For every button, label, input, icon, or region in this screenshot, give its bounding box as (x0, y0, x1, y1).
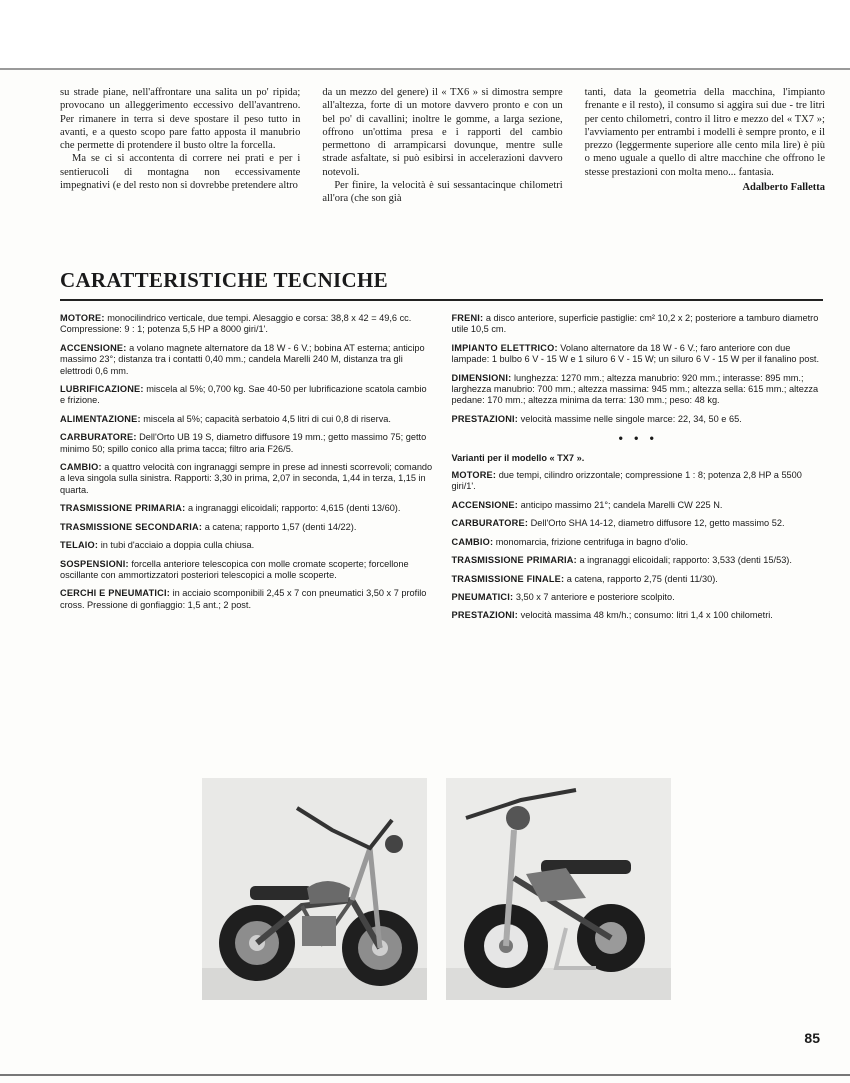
spec-text: a catena; rapporto 1,57 (denti 14/22). (204, 521, 357, 532)
spec-entry (60, 384, 434, 407)
spec-label: CAMBIO: (60, 462, 102, 473)
spec-text: a ingranaggi elicoidali; rapporto: 3,533 (denti 15/53). (579, 555, 792, 566)
spec-label: CARBURATORE: (60, 432, 137, 443)
spec-entry (60, 432, 434, 455)
spec-label: IMPIANTO ELETTRICO: (451, 342, 558, 353)
spec-entry (60, 462, 434, 496)
spec-label: MOTORE: (451, 470, 497, 481)
spec-label: TRASMISSIONE FINALE: (451, 573, 565, 584)
spec-entry (452, 537, 826, 548)
spec-label: TRASMISSIONE PRIMARIA: (60, 503, 186, 514)
spec-text: a disco anteriore, superficie pastiglie: cm² 10,2 x 2; posteriore a tamburo diametro utile 10,5 cm. (451, 313, 819, 335)
spec-text: velocità massima 48 km/h.; consumo: litri 1,4 x 100 chilometri. (520, 610, 773, 621)
technical-specs (60, 313, 825, 629)
spec-label: ACCENSIONE: (451, 499, 519, 510)
spec-text: due tempi, cilindro orizzontale; compressione 1 : 8; potenza 2,8 HP a 5500 giri/1'. (451, 470, 802, 492)
variant-title: Varianti per il modello « TX7 ». (451, 452, 585, 463)
spec-text: a ingranaggi elicoidali; rapporto: 4,615 (denti 13/60). (187, 503, 401, 514)
spec-text: miscela al 5%; capacità serbatoio 4,5 litri di cui 0,8 di riserva. (143, 413, 391, 424)
intro-column-1 (60, 86, 300, 206)
minibike-side-illustration (202, 778, 427, 1000)
spec-entry (452, 518, 826, 529)
spec-label: PNEUMATICI: (451, 591, 514, 602)
spec-label: TELAIO: (60, 540, 99, 551)
spec-entry (452, 610, 826, 621)
scan-edge-line (0, 68, 850, 70)
spec-entry (60, 503, 434, 514)
spec-text: miscela al 5%; 0,700 kg. Sae 40-50 per lubrificazione scatola cambio e frizione. (60, 384, 427, 406)
spec-entry (60, 540, 434, 551)
specs-column-right (452, 313, 826, 629)
spec-entry (60, 588, 434, 611)
spec-label: ACCENSIONE: (60, 342, 127, 353)
spec-entry (452, 470, 826, 493)
spec-text: in acciaio scomponibili 2,45 x 7 con pneumatici 3,50 x 7 profilo cross. Pressione di gonfiaggio: 1,5 ant.; 2 post. (60, 588, 427, 610)
spec-label: PRESTAZIONI: (451, 610, 519, 621)
spec-entry (452, 414, 826, 425)
spec-entry (452, 574, 826, 585)
spec-text: velocità massime nelle singole marce: 22, 34, 50 e 65. (520, 413, 742, 424)
page-bottom-rule (0, 1074, 850, 1076)
page-top-margin (0, 0, 850, 70)
spec-entry (452, 343, 826, 366)
minibike-photo-front-view (446, 778, 671, 1000)
spec-text: monomarcia, frizione centrifuga in bagno d'olio. (495, 536, 689, 547)
spec-label: CERCHI E PNEUMATICI: (60, 588, 170, 599)
spec-entry (60, 343, 434, 377)
spec-label: TRASMISSIONE SECONDARIA: (60, 521, 203, 532)
intro-paragraph: Ma se ci si accontenta di correre nei prati e per i sentierucoli di montagna non eccessivamente impegnativi (e del resto non si dovrebbe pretendere altro (60, 153, 301, 192)
specs-column-left (60, 313, 434, 629)
spec-entry (60, 559, 434, 582)
spec-label: CARBURATORE: (451, 518, 529, 529)
spec-entry (452, 313, 826, 336)
spec-label: FRENI: (451, 313, 484, 323)
spec-text: monocilindrico verticale, due tempi. Alesaggio e corsa: 38,8 x 42 = 49,6 cc. Compressione: 9 : 1; potenza 5,5 HP a 8000 giri/1'. (60, 313, 412, 335)
intro-paragraph: da un mezzo del genere) il « TX6 » si dimostra sempre all'altezza, forte di un motore davvero pronto e con un bel po' di cavallini; inoltre le gomme, a larga sezione, offrono un'ottima presa e i rapporti del cambio permettono di arrampicarsi dovunque, mentre sulle strade asfaltate, si può esibirsi in accelerazioni davvero notevoli. (322, 87, 563, 178)
intro-column-2 (322, 86, 562, 206)
spec-text: a volano magnete alternatore da 18 W - 6 V.; bobina AT esterna; anticipo massimo 23°; distanza tra i contatti 0,40 mm.; candela Marelli 240 M, distanza tra gli elettrodi 0,6 mm. (60, 342, 425, 376)
spec-text: Dell'Orto SHA 14-12, diametro diffusore 12, getto massimo 52. (530, 518, 785, 529)
spec-entry (452, 592, 826, 603)
section-heading: CARATTERISTICHE TECNICHE (60, 268, 388, 292)
spec-text: forcella anteriore telescopica con molle cromate scoperte; forcellone oscillante con ammortizzatori posteriori telescopici a molle scoperte. (60, 558, 409, 580)
spec-label: CAMBIO: (451, 536, 494, 547)
spec-label: PRESTAZIONI: (451, 413, 519, 424)
minibike-front-illustration (446, 778, 671, 1000)
intro-paragraph: Per finire, la velocità è sui sessantacinque chilometri all'ora (che son già (322, 180, 563, 205)
author-signature: Adalberto Falletta (742, 182, 825, 194)
spec-label: DIMENSIONI: (451, 372, 512, 383)
spec-label: TRASMISSIONE PRIMARIA: (451, 555, 577, 566)
page-number: 85 (804, 1030, 820, 1046)
spec-entry (60, 313, 434, 336)
minibike-photo-side-view (202, 778, 427, 1000)
intro-column-3 (585, 86, 825, 206)
spec-text: a quattro velocità con ingranaggi sempre in prese ad innesti scorrevoli; comando a leva singola sulla sinistra. Rapporti: 3,30 in prima, 2,07 in seconda, 1,44 in terza, 1,15 in quarta. (60, 462, 433, 495)
spec-text: a catena, rapporto 2,75 (denti 11/30). (566, 573, 718, 584)
article-intro (60, 86, 825, 206)
spec-text: anticipo massimo 21°; candela Marelli CW 225 N. (520, 499, 723, 510)
section-separator: • • • (618, 431, 658, 446)
spec-entry (60, 522, 434, 533)
spec-text: lunghezza: 1270 mm.; altezza manubrio: 920 mm.; interasse: 895 mm.; larghezza manubrio: 700 mm.; altezza massima: 945 mm.; altezza sella: 615 mm.; altezza pedane: 170 mm.; altezza minima da terra: 130 mm.; peso: 48 kg. (451, 372, 819, 406)
spec-text: 3,50 x 7 anteriore e posteriore scolpito. (515, 591, 675, 602)
spec-entry (452, 555, 826, 566)
spec-label: MOTORE: (60, 313, 105, 323)
spec-label: ALIMENTAZIONE: (60, 413, 141, 424)
spec-text: Dell'Orto UB 19 S, diametro diffusore 19 mm.; getto massimo 75; getto minimo 50; spillo conico alla prima tacca; filtro aria F26/5. (60, 432, 427, 454)
spec-label: SOSPENSIONI: (60, 558, 129, 569)
heading-rule (60, 299, 823, 301)
spec-text: in tubi d'acciaio a doppia culla chiusa. (100, 540, 255, 551)
spec-entry (452, 500, 826, 511)
spec-label: LUBRIFICAZIONE: (60, 384, 144, 395)
spec-entry (452, 373, 826, 407)
intro-paragraph: su strade piane, nell'affrontare una salita un po' ripida; provocano un alleggerimento eccessivo dell'avantreno. Per rimanere in terra si deve spostare il peso tutto in avanti, e a questo scopo pare fatto apposta il manubrio che permette di protendere il busto oltre la forcella. (60, 87, 301, 152)
spec-text: Volano alternatore da 18 W - 6 V.; faro anteriore con due lampade: 1 bulbo 6 V - 15 W e 1 siluro 6 V - 15 W; un siluro 6 V - 15 W per il fanalino post. (451, 342, 820, 365)
intro-paragraph: tanti, data la geometria della macchina, l'impianto frenante e il resto), il consumo si aggira sui due - tre litri per cento chilometri, contro il litro e mezzo del « TX7 »; l'avviamento per entrambi i modelli è sempre pronto, e il prezzo (leggermente superiore alle cento mila lire) è più o meno uguale a quello di altre macchine che offrono le stesse prestazioni con molta meno... fantasia. (584, 87, 825, 178)
spec-entry (60, 414, 434, 425)
